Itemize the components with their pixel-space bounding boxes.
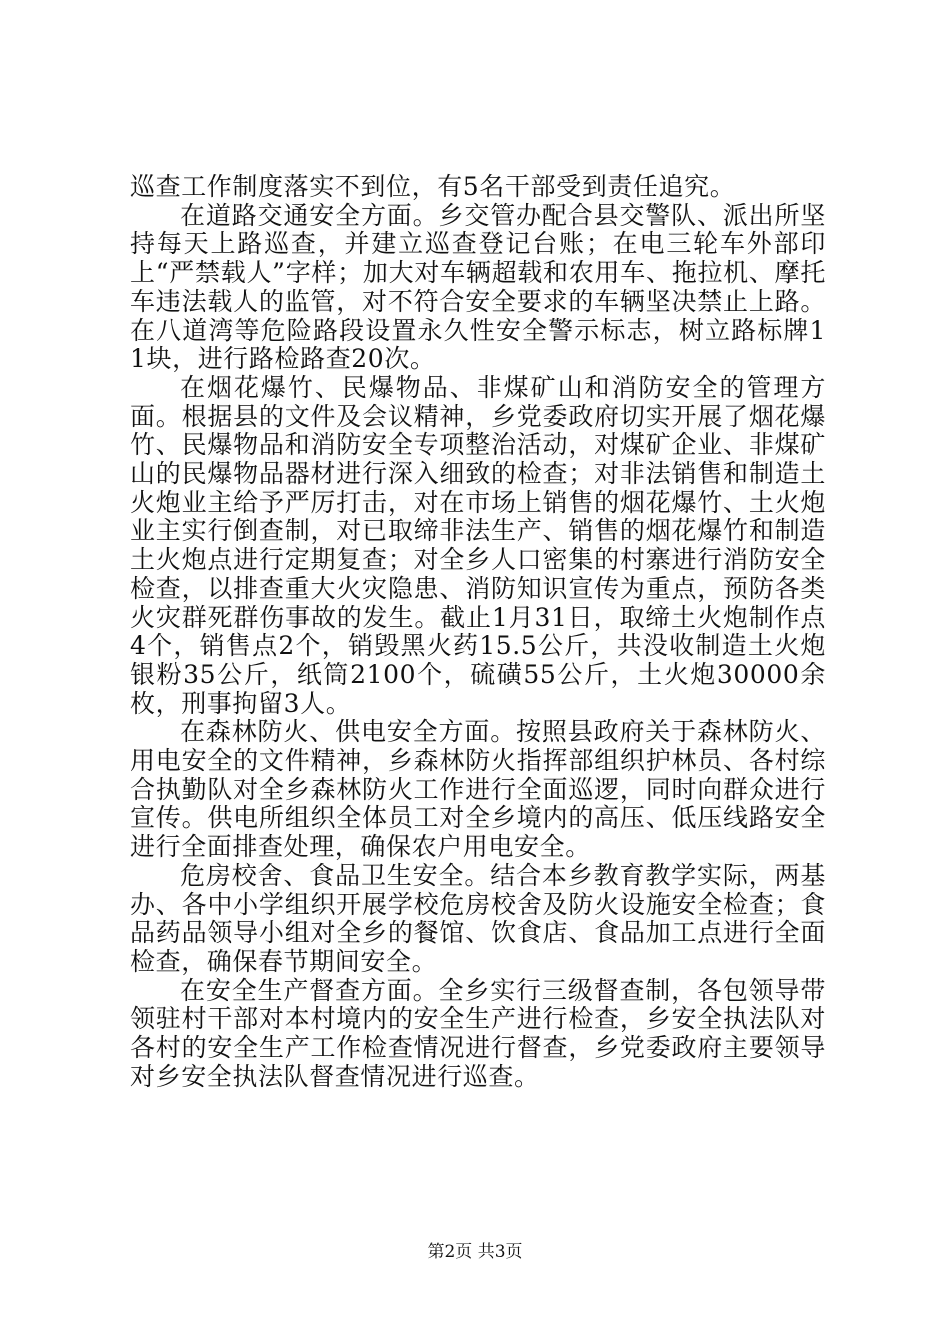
document-body bbox=[130, 173, 826, 1092]
paragraph-forest-fire-power-safety: 在森林防火、供电安全方面。按照县政府关于森林防火、用电安全的文件精神，乡森林防火指挥部组织护林员、各村综合执勤队对全乡森林防火工作进行全面巡逻，同时向群众进行宣传。供电所组织全体员工对全乡境内的高压、低压线路安全进行全面排查处理，确保农户用电安全。 bbox=[130, 717, 826, 862]
page-number-footer: 第2页 共3页 bbox=[427, 1242, 523, 1262]
paragraph-continuation: 巡查工作制度落实不到位，有5名干部受到责任追究。 bbox=[130, 172, 736, 201]
paragraph-school-food-safety: 危房校舍、食品卫生安全。结合本乡教育教学实际，两基办、各中小学组织开展学校危房校舍及防火设施安全检查；食品药品领导小组对全乡的餐馆、饮食店、食品加工点进行全面检查，确保春节期间安全。 bbox=[130, 860, 826, 976]
paragraph-fireworks-explosives-safety: 在烟花爆竹、民爆物品、非煤矿山和消防安全的管理方面。根据县的文件及会议精神，乡党委政府切实开展了烟花爆竹、民爆物品和消防安全专项整治活动，对煤矿企业、非煤矿山的民爆物品器材进行深入细致的检查；对非法销售和制造土火炮业主给予严厉打击，对在市场上销售的烟花爆竹、土火炮业主实行倒查制，对已取缔非法生产、销售的烟花爆竹和制造土火炮点进行定期复查；对全乡人口密集的村寨进行消防安全检查，以排查重大火灾隐患、消防知识宣传为重点，预防各类火灾群死群伤事故的发生。截止1月31日，取缔土火炮制作点4个，销售点2个，销毁黑火药15.5公斤，共没收制造土火炮银粉35公斤，纸筒2100个，硫磺55公斤，土火炮30000余枚，刑事拘留3人。 bbox=[130, 372, 826, 718]
paragraph-road-traffic-safety: 在道路交通安全方面。乡交管办配合县交警队、派出所坚持每天上路巡查，并建立巡查登记台账；在电三轮车外部印上“严禁载人”字样；加大对车辆超载和农用车、拖拉机、摩托车违法载人的监管，对不符合安全要求的车辆坚决禁止上路。在八道湾等危险路段设置永久性安全警示标志，树立路标牌11块，进行路检路查20次。 bbox=[130, 200, 826, 374]
paragraph-safety-supervision: 在安全生产督查方面。全乡实行三级督查制，各包领导带领驻村干部对本村境内的安全生产进行检查，乡安全执法队对各村的安全生产工作检查情况进行督查，乡党委政府主要领导对乡安全执法队督查情况进行巡查。 bbox=[130, 975, 826, 1091]
